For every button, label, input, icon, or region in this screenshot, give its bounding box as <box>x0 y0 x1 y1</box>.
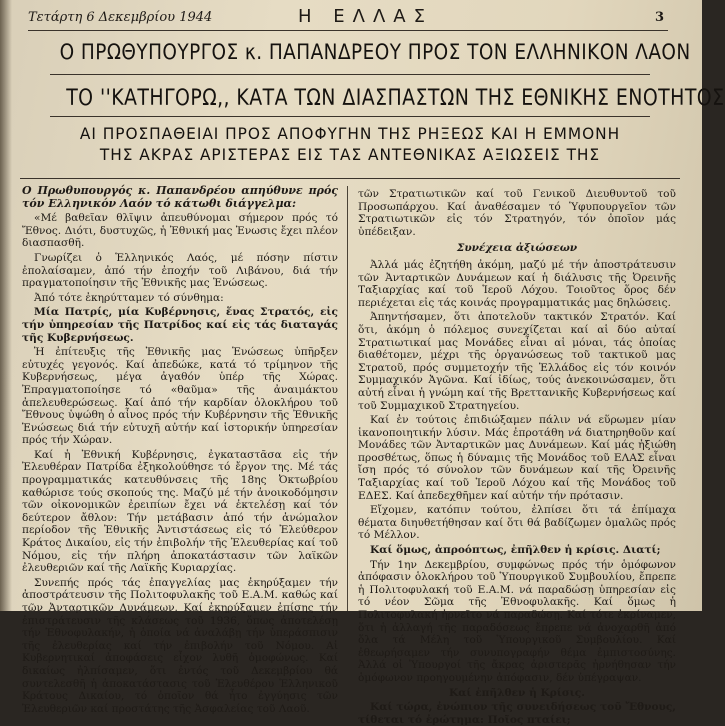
article-paragraph: Ἡ ἐπίτευξις τῆς Ἐθνικῆς μας Ἑνώσεως ὑπῆρξεν εὐτυχές γεγονός. Καί ἀπεδώκε, κατά τό τρίμηνον τῆς Κυβερνήσεως, μέγα ἀγαθόν ὑπέρ τῆς Χώρας. Ἐπραγματοποίησε τό «θαῦμα» τῆς ἀναιμάκτου ἀπελευθερώσεως. Καί ἀπό τήν καρδίαν ὁλοκλήρου τοῦ Ἔθνους ὑψώθη ὁ αἶνος πρός τήν Κυβέρνησιν τῆς Ἐθνικῆς Ἑνώσεως διά τήν εὐτυχῆ αὐτήν καί ἱστορικήν ὑπηρεσίαν πρός τήν Χώραν. <box>22 346 338 447</box>
article-paragraph: Τήν 1ην Δεκεμβρίου, συμφώνως πρός τήν ὁμόφωνον ἀπόφασιν ὁλοκλήρου τοῦ Ὑπουργικοῦ Συμβουλίου, ἔπρεπε ἡ Πολιτοφυλακή τοῦ Ε.Α.Μ. νά παραδώσῃ ὑπηρεσίαν εἰς τό νέον Σῶμα τῆς Ἐθνοφυλακῆς. Καί ὅμως ἡ Πολιτοφυλακή ἠρνεῖτο νά παραδώσῃ. Καί τότε ἐκρίναμεν, ὅτι ἡ ἀλλαγή τῆς παραδόσεως ἔπρεπε νά ἀνοχαρθῆ ἀπό ὅλα τά Μέλη τοῦ Ὑπουργικοῦ Συμβουλίου. Καί ἐθεωρήσαμεν τήν συνυπογραφήν θέμα ἐμπιστοσύνης. Ἀλλά οἱ Ὑπουργοί τῆς ἄκρας ἀριστερᾶς ἠρνήθησαν τήν ὁμόφωνον προηγουμένην ἀπόφασιν, δέν ὑπέγραψαν. <box>358 558 676 684</box>
headline-rule-3 <box>20 178 680 179</box>
article-paragraph: Ἀπηντήσαμεν, ὅτι ἀποτελοῦν τακτικόν Στρατόν. Καί ὅτι, ἀκόμη ὁ πόλεμος συνεχίζεται καί αἱ δύο αὐταί Στρατιωτικαί μας Μονάδες εἶναι αἱ μόναι, τάς ὁποίας διαθέτομεν, μέχρι τῆς ὀργανώσεως τοῦ τακτικοῦ μας Στρατοῦ, πρός συμμετοχήν τῆς Ἑλλάδος εἰς τόν κοινόν Συμμαχικόν Ἀγῶνα. Καί ἰδίως, τούς ἀνεκοινώσαμεν, ὅτι αὐτή εἶναι ἡ γνώμη καί τῆς Βρεττανικῆς Κυβερνήσεως καί τοῦ Συμμαχικοῦ Στρατηγείου. <box>358 311 676 412</box>
page-number: 3 <box>654 10 664 25</box>
page-edge-shadow <box>0 0 12 611</box>
article-subheading: Συνέχεια ἀξιώσεων <box>456 242 578 255</box>
article-slogan: Μία Πατρίς, μία Κυβέρνησις, ἕνας Στρατός, εἰς τήν ὑπηρεσίαν τῆς Πατρίδος καί εἰς τάς διαταγάς τῆς Κυβερνήσεως. <box>22 306 338 344</box>
headline-1: Ο ΠΡΩΘΥΠΟΥΡΓΟΣ κ. ΠΑΠΑΝΔΡΕΟΥ ΠΡΟΣ ΤΟΝ ΕΛΛΗΝΙΚΟΝ ΛΑΟΝ <box>59 40 691 64</box>
article-paragraph: Καί ἐν τούτοις ἐπιδιώξαμεν πάλιν νά εὕρωμεν μίαν ἱκανοποιητικήν λύσιν. Μάς ἐπροτάθη νά διατηρηθοῦν καί Μονάδες τῶν Ἀνταρτικῶν μας Δυνάμεων. Καί μάς ἠξιώθη προσθέτως, ὅπως ἡ δύναμις τῆς Μονάδος τοῦ ΕΛΑΣ εἶναι ἴση πρός τό σύνολον τῶν δυνάμεων καί τῆς Ὀρεινῆς Ταξιαρχίας καί τοῦ Ἱεροῦ Λόχου καί τῆς Μονάδος τοῦ ΕΔΕΣ. Καί ἀπεδεχθῆμεν καί αὐτήν τήν πρότασιν. <box>358 414 676 502</box>
article-paragraph: Συνεπής πρός τάς ἐπαγγελίας μας ἐκηρύξαμεν τήν ἀποστράτευσιν τῆς Πολιτοφυλακῆς τοῦ Ε.Α.Μ. καθώς καί τῶν Ἀνταρτικῶν Δυνάμεων. Καί ἐκηρύξαμεν ἐπίσης τήν ἐπιστράτευσιν τῆς κλάσεως τοῦ 1936, ὅπως ἀποτελέσῃ τήν Ἐθνοφυλακήν, ἡ ὁποία νά ἀναλάβῃ τήν ὑπεράσπισιν τῆς ἐλευθερίας καί τήν ἐπιβολήν τοῦ Νόμου. Αἱ Κυβερνητικαί ἀποφάσεις εἶχον λυθῆ ὁμοφώνως. Καί δικαίως ἠλπίσαμεν, ὅτι ἐντός τοῦ Δεκεμβρίου θά συντελεσθῆ ἡ ἀποκατάστασις τοῦ Ἐλευθέρου Ἑλληνικοῦ Κράτους Δικαίου, τό ὁποῖον θά ἦτο ἐγγύησις τῶν Ἐλευθεριῶν καί προστάτης τῆς Ἀσφαλείας τοῦ Λαοῦ. <box>22 576 338 715</box>
article-column-right <box>358 188 676 726</box>
article-lead: Ο Πρωθυπουργός κ. Παπανδρέου απηύθυνε πρός τόν Ελληνικόν Λαόν τό κάτωθι διάγγελμα: <box>22 184 338 210</box>
article-paragraph: Εἴχομεν, κατόπιν τούτου, ἐλπίσει ὅτι τά ἐπίμαχα θέματα διηυθετήθησαν καί ὅτι θά βαδίζωμεν ὁμαλῶς πρός τό Μέλλον. <box>358 504 676 542</box>
article-column-left <box>22 184 338 715</box>
article-crisis-line: Καί ἐπῆλθεν ἡ Κρίσις. <box>449 686 585 699</box>
article-paragraph: Ἀπό τότε ἐκηρύτταμεν τό σύνθημα: <box>34 291 224 304</box>
headline-4: ΤΗΣ ΑΚΡΑΣ ΑΡΙΣΤΕΡΑΣ ΕΙΣ ΤΑΣ ΑΝΤΕΘΝΙΚΑΣ ΑΞΙΩΣΕΙΣ ΤΗΣ <box>99 145 601 164</box>
article-question: Καί ὅμως, ἀπροόπτως, ἐπῆλθεν ἡ κρίσις. Διατί; <box>370 544 661 557</box>
article-paragraph: Ἀλλά μάς ἐζητήθη ἀκόμη, μαζύ μέ τήν ἀποστράτευσιν τῶν Ἀνταρτικῶν Δυνάμεων καί ἡ διάλυσις τῆς Ὀρεινῆς Ταξιαρχίας καί τοῦ Ἱεροῦ Λόχου. Τοιοῦτος ὅρος δέν περιέχεται εἰς τάς κοινάς προγραμματικάς μας δηλώσεις. <box>358 258 676 309</box>
header-date: Τετάρτη 6 Δεκεμβρίου 1944 <box>28 10 213 25</box>
headline-rule-1 <box>50 74 650 75</box>
newspaper-title: Η ΕΛΛΑΣ <box>298 6 433 27</box>
article-final-question: Καί τώρα, ἐνώπιον τῆς συνειδήσεως τοῦ Ἔθνους, τίθεται τό ἐρώτημα: Ποῖος πταίει; <box>358 701 676 726</box>
article-paragraph: Γνωρίζει ὁ Ἑλληνικός Λαός, μέ πόσην πίστιν ἐπολαίσαμεν, ἀπό τήν ἐποχήν τοῦ Λιβάνου, διά τήν πραγματοποίησιν τῆς Ἐθνικῆς μας Ἑνώσεως. <box>22 251 338 290</box>
headline-3: ΑΙ ΠΡΟΣΠΑΘΕΙΑΙ ΠΡΟΣ ΑΠΟΦΥΓΗΝ ΤΗΣ ΡΗΞΕΩΣ ΚΑΙ Η ΕΜΜΟΝΗ <box>79 124 621 143</box>
article-paragraph: τῶν Στρατιωτικῶν καί τοῦ Γενικοῦ Διευθυντοῦ τοῦ Προσωπάρχου. Καί ἀναθέσαμεν τό Ὑφυπουργεῖον τῶν Στρατιωτικῶν εἰς τόν Στρατηγόν, τόν ὁποῖον μάς ὑπέδειξαν. <box>358 188 676 238</box>
page-header <box>28 4 668 31</box>
article-paragraph: Καί ἡ Ἐθνική Κυβέρνησις, ἐγκαταστᾶσα εἰς τήν Ἐλευθέραν Πατρίδα ἐξηκολούθησε τό ἔργον της. Μέ τάς προγραμματικάς κατευθύνσεις τῆς 18ης Ὀκτωβρίου καθώρισε τούς σκοπούς της. Μαζύ μέ τήν ἀνοικοδόμησιν τῶν οἰκονομικῶν ἐρειπίων ἔχει νά ἐκτελέσῃ καί τόν δεύτερον ἄθλον: Τήν μετάβασιν ἀπό τήν ἀνώμαλον περίοδον τῆς Ἐθνικῆς Ἀντιστάσεως εἰς τό Ἐλεύθερον Κράτος Δικαίου, εἰς τήν ἐπιβολήν τῆς Ἐλευθερίας καί τοῦ Νόμου, εἰς τήν πλήρη ἀποκατάστασιν τῶν λαϊκῶν ἐλευθεριῶν καί τῆς Λαϊκῆς Κυριαρχίας. <box>22 448 338 575</box>
article-paragraph: «Μέ βαθεῖαν θλῖψιν ἀπευθύνομαι σήμερον πρός τό Ἔθνος. Διότι, δυστυχῶς, ἡ Ἐθνική μας Ἑνωσις ἔχει πλέον διασπασθῆ. <box>22 212 338 250</box>
column-divider <box>347 186 348 611</box>
headline-2: ΤΟ ''ΚΑΤΗΓΟΡΩ,, ΚΑΤΑ ΤΩΝ ΔΙΑΣΠΑΣΤΩΝ ΤΗΣ ΕΘΝΙΚΗΣ ΕΝΟΤΗΤΟΣ <box>66 86 725 111</box>
headline-rule-2 <box>50 116 650 117</box>
